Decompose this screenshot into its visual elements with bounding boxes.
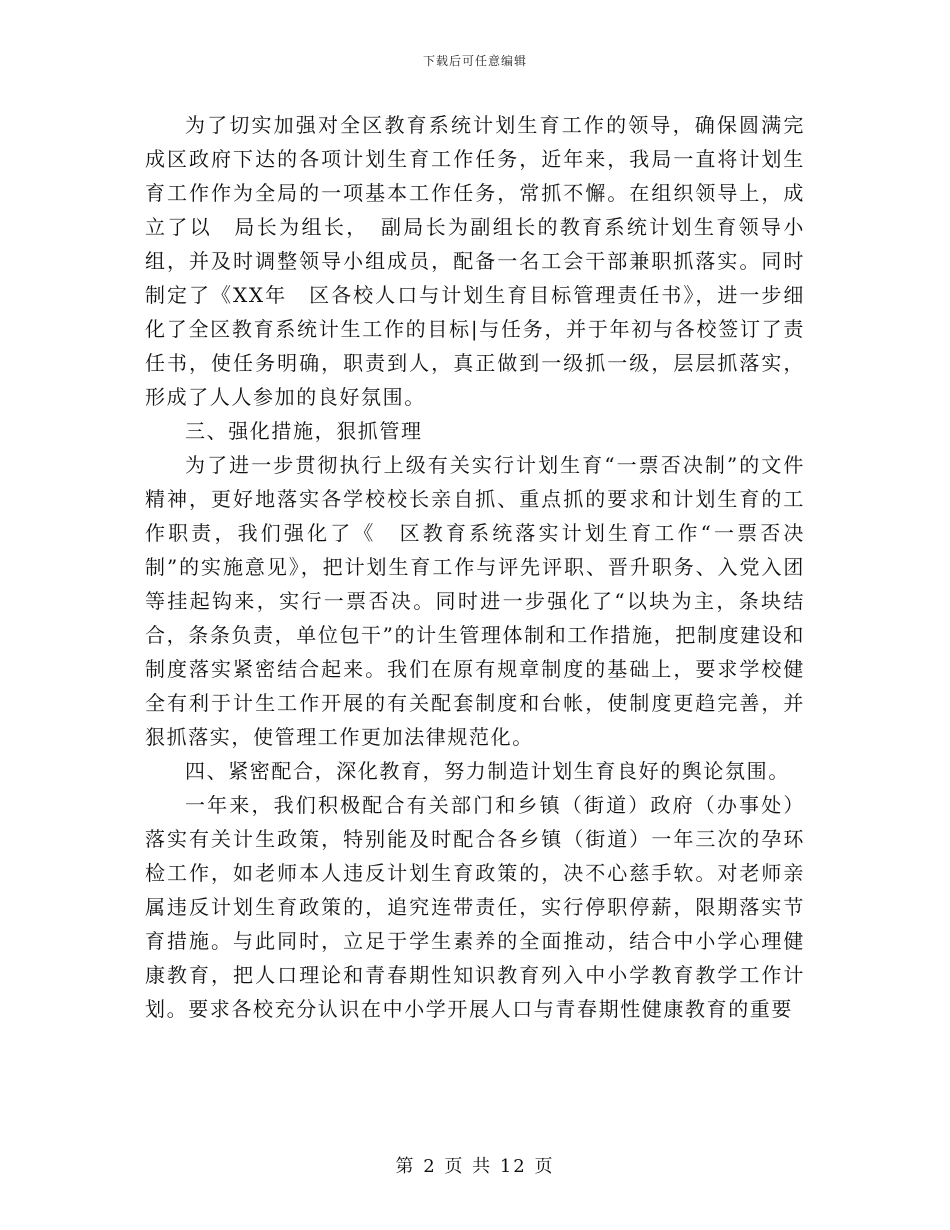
paragraph-leadership: 为了切实加强对全区教育系统计划生育工作的领导，确保圆满完成区政府下达的各项计划生育工作任务，近年来，我局一直将计划生育工作作为全局的一项基本工作任务，常抓不懈。在组织领导上，成立了以 局长为组长， 副局长为副组长的教育系统计划生育领导小组，并及时调整领导小组成员，配备一名工会干部兼职抓落实。同时制定了《XX年 区各校人口与计划生育目标管理责任书》，进一步细化了全区教育系统计生工作的目标|与任务，并于年初与各校签订了责任书，使任务明确，职责到人，真正做到一级抓一级，层层抓落实，形成了人人参加的良好氛围。 — [145, 113, 805, 409]
paragraph-cooperation: 一年来，我们积极配合有关部门和乡镇（街道）政府（办事处）落实有关计生政策，特别能及时配合各乡镇（街道）一年三次的孕环检工作，如老师本人违反计划生育政策的，决不心慈手软。对老师亲属违反计划生育政策的，追究连带责任，实行停职停薪，限期落实节育措施。与此同时，立足于学生素养的全面推动，结合中小学心理健康教育，把人口理论和青春期性知识教育列入中小学教育教学工作计划。要求各校充分认识在中小学开展人口与青春期性健康教育的重要 — [145, 793, 805, 1021]
section-heading-four: 四、紧密配合，深化教育，努力制造计划生育良好的舆论氛围。 — [185, 759, 790, 783]
section-heading-three: 三、强化措施，狠抓管理 — [185, 419, 423, 443]
header-note: 下载后可任意编辑 — [422, 54, 527, 68]
page-number: 第 2 页 共 12 页 — [395, 1156, 555, 1177]
paragraph-measures: 为了进一步贯彻执行上级有关实行计划生育“一票否决制”的文件精神，更好地落实各学校校长亲自抓、重点抓的要求和计划生育的工作职责，我们强化了《 区教育系统落实计划生育工作“一票否决制”的实施意见》，把计划生育工作与评先评职、晋升职务、入党入团等挂起钩来，实行一票否决。同时进一步强化了“以块为主，条块结合，条条负责，单位包干”的计生管理体制和工作措施，把制度建设和制度落实紧密结合起来。我们在原有规章制度的基础上，要求学校健全有利于计生工作开展的有关配套制度和台帐，使制度更趋完善，并狠抓落实，使管理工作更加法律规范化。 — [145, 453, 805, 749]
document-body — [145, 108, 805, 1026]
